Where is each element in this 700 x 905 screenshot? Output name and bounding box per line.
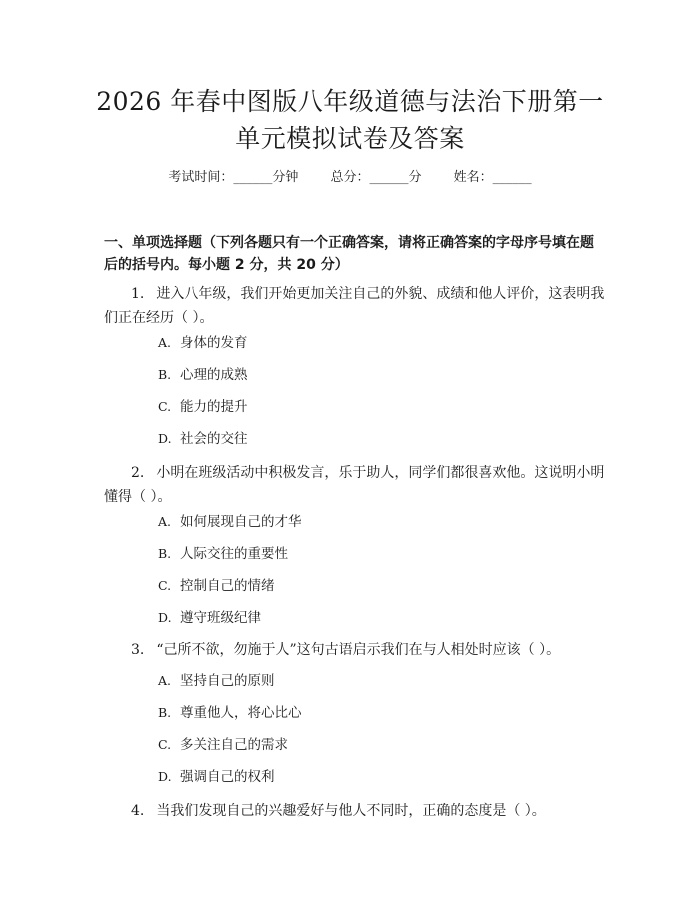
option-text: 强调自己的权利 xyxy=(180,769,275,785)
question-2-option-a xyxy=(158,512,302,532)
question-text: 小明在班级活动中积极发言，乐于助人，同学们都很喜欢他。这说明小明懂得（ ）。 xyxy=(104,465,605,505)
exam-title-line-1: 2026 年春中图版八年级道德与法治下册第一 xyxy=(96,87,604,116)
option-letter: A. xyxy=(158,514,172,529)
option-text: 能力的提升 xyxy=(180,399,248,415)
question-number: 1. xyxy=(131,286,145,302)
question-3-option-c xyxy=(158,735,288,755)
option-letter: B. xyxy=(158,705,172,720)
option-text: 身体的发育 xyxy=(180,335,248,351)
option-letter: B. xyxy=(158,546,172,561)
question-1-option-c xyxy=(158,397,248,417)
option-text: 坚持自己的原则 xyxy=(180,673,275,689)
question-2-option-d xyxy=(158,608,261,628)
section-heading: 一、单项选择题（下列各题只有一个正确答案，请将正确答案的字母序号填在题后的括号内。每小题 2 分，共 20 分） xyxy=(104,235,594,273)
exam-meta-row xyxy=(0,168,700,188)
question-1-option-d xyxy=(158,429,248,449)
exam-time-blank: ______ xyxy=(233,170,273,185)
question-3 xyxy=(104,638,609,662)
student-name-blank: ______ xyxy=(492,170,532,185)
exam-time-label: 考试时间： xyxy=(168,170,234,185)
option-text: 尊重他人，将心比心 xyxy=(180,705,302,721)
question-2-option-b xyxy=(158,544,288,564)
question-1 xyxy=(104,282,609,330)
option-text: 多关注自己的需求 xyxy=(180,737,288,753)
exam-time-unit: 分钟 xyxy=(272,170,299,185)
question-3-option-a xyxy=(158,671,275,691)
question-number: 3. xyxy=(131,642,145,658)
student-name-label: 姓名： xyxy=(453,170,493,185)
exam-title-line-2: 单元模拟试卷及答案 xyxy=(235,124,465,153)
option-text: 社会的交往 xyxy=(180,431,248,447)
option-letter: A. xyxy=(158,673,172,688)
option-text: 如何展现自己的才华 xyxy=(180,514,302,530)
option-text: 心理的成熟 xyxy=(180,367,248,383)
option-text: 人际交往的重要性 xyxy=(180,546,288,562)
option-letter: D. xyxy=(158,610,172,625)
question-1-option-b xyxy=(158,365,248,385)
option-letter: D. xyxy=(158,769,172,784)
total-score-blank: ______ xyxy=(369,170,409,185)
question-3-option-b xyxy=(158,703,302,723)
question-3-option-d xyxy=(158,767,275,787)
option-letter: D. xyxy=(158,431,172,446)
question-2-option-c xyxy=(158,576,275,596)
option-text: 控制自己的情绪 xyxy=(180,578,275,594)
exam-time-field xyxy=(168,170,298,185)
question-1-option-a xyxy=(158,333,248,353)
option-letter: C. xyxy=(158,737,172,752)
question-number: 4. xyxy=(131,803,145,819)
question-number: 2. xyxy=(131,465,145,481)
student-name-field xyxy=(454,170,532,185)
question-text: 当我们发现自己的兴趣爱好与他人不同时，正确的态度是（ ）。 xyxy=(156,803,546,819)
total-score-unit: 分 xyxy=(408,170,422,185)
question-2 xyxy=(104,461,609,509)
option-letter: C. xyxy=(158,578,172,593)
option-text: 遵守班级纪律 xyxy=(180,610,261,626)
option-letter: B. xyxy=(158,367,172,382)
option-letter: C. xyxy=(158,399,172,414)
question-text: “己所不欲，勿施于人”这句古语启示我们在与人相处时应该（ ）。 xyxy=(156,642,561,658)
total-score-field xyxy=(330,170,421,185)
question-4 xyxy=(104,799,609,823)
question-text: 进入八年级，我们开始更加关注自己的外貌、成绩和他人评价，这表明我们正在经历（ ）。 xyxy=(104,286,605,326)
total-score-label: 总分： xyxy=(330,170,370,185)
option-letter: A. xyxy=(158,335,172,350)
